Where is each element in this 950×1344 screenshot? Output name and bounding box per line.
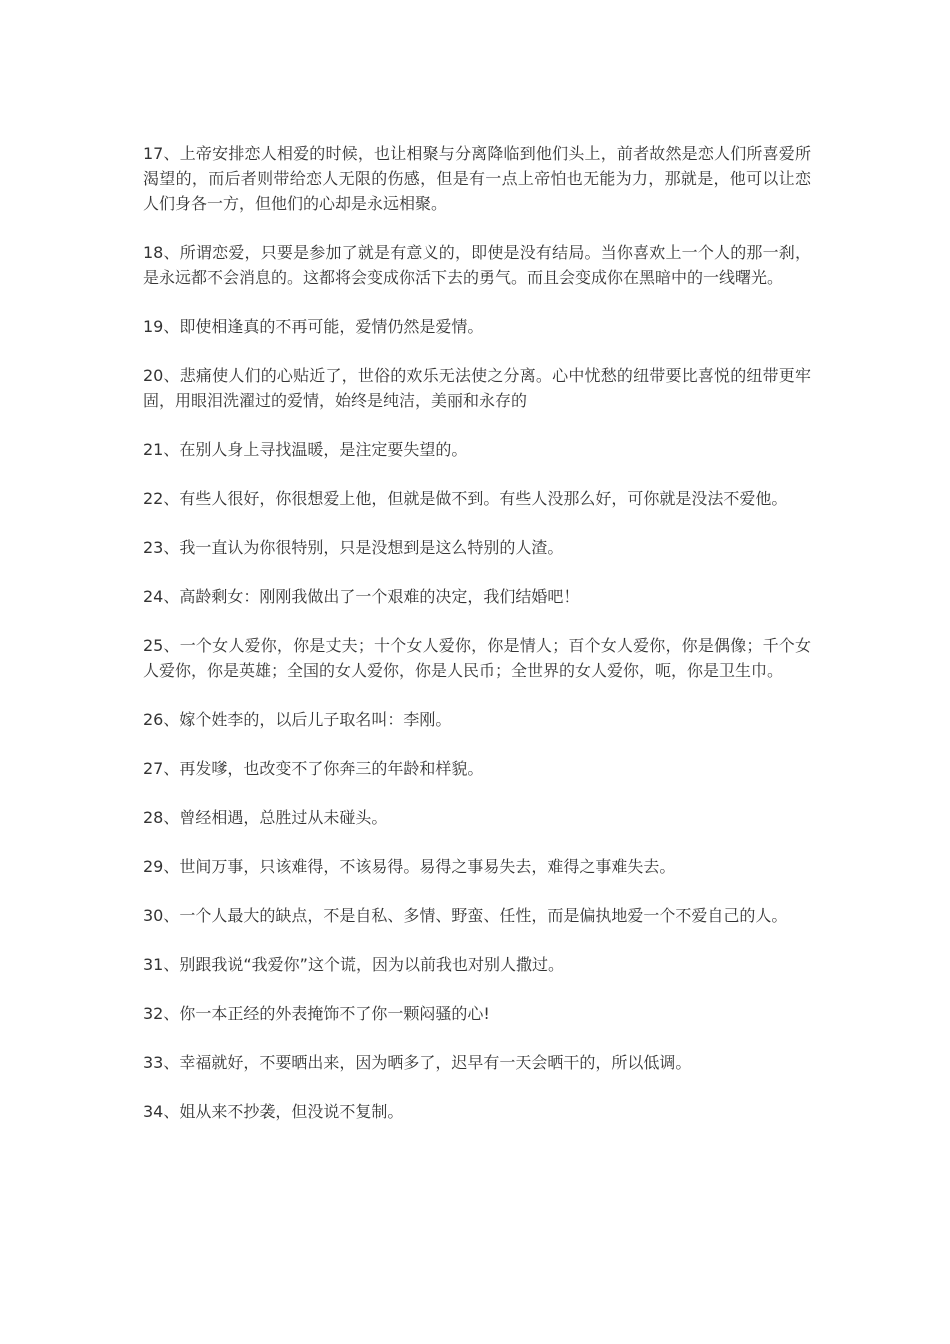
paragraph-20: 20、悲痛使人们的心贴近了，世俗的欢乐无法使之分离。心中忧愁的纽带要比喜悦的纽带更牢固，用眼泪洗濯过的爱情，始终是纯洁，美丽和永存的: [143, 366, 811, 410]
paragraph-28: 28、曾经相遇，总胜过从未碰头。: [143, 808, 388, 827]
paragraph-24: 24、高龄剩女：刚刚我做出了一个艰难的决定，我们结婚吧！: [143, 587, 580, 606]
paragraph-19: 19、即使相逢真的不再可能，爱情仍然是爱情。: [143, 317, 484, 336]
paragraph-32: 32、你一本正经的外表掩饰不了你一颗闷骚的心!: [143, 1004, 490, 1023]
paragraph-26: 26、嫁个姓李的，以后儿子取名叫：李刚。: [143, 710, 452, 729]
paragraph-31: 31、别跟我说“我爱你”这个谎，因为以前我也对别人撒过。: [143, 955, 564, 974]
document-body: [143, 141, 811, 1148]
paragraph-23: 23、我一直认为你很特别，只是没想到是这么特别的人渣。: [143, 538, 564, 557]
paragraph-21: 21、在别人身上寻找温暖，是注定要失望的。: [143, 440, 468, 459]
paragraph-18: 18、所谓恋爱，只要是参加了就是有意义的，即使是没有结局。当你喜欢上一个人的那一刹，是永远都不会消息的。这都将会变成你活下去的勇气。而且会变成你在黑暗中的一线曙光。: [143, 243, 811, 287]
paragraph-30: 30、一个人最大的缺点，不是自私、多情、野蛮、任性，而是偏执地爱一个不爱自己的人。: [143, 906, 788, 925]
paragraph-33: 33、幸福就好，不要晒出来，因为晒多了，迟早有一天会晒干的，所以低调。: [143, 1053, 692, 1072]
paragraph-22: 22、有些人很好，你很想爱上他，但就是做不到。有些人没那么好，可你就是没法不爱他。: [143, 489, 788, 508]
paragraph-34: 34、姐从来不抄袭，但没说不复制。: [143, 1102, 404, 1121]
paragraph-27: 27、再发嗲，也改变不了你奔三的年龄和样貌。: [143, 759, 484, 778]
paragraph-29: 29、世间万事，只该难得，不该易得。易得之事易失去，难得之事难失去。: [143, 857, 676, 876]
paragraph-17: 17、上帝安排恋人相爱的时候，也让相聚与分离降临到他们头上，前者故然是恋人们所喜爱所渴望的，而后者则带给恋人无限的伤感，但是有一点上帝怕也无能为力，那就是，他可以让恋人们身各一方，但他们的心却是永远相聚。: [143, 144, 811, 213]
paragraph-25: 25、一个女人爱你，你是丈夫；十个女人爱你，你是情人；百个女人爱你，你是偶像；千个女人爱你，你是英雄；全国的女人爱你，你是人民币；全世界的女人爱你，呃，你是卫生巾。: [143, 636, 811, 680]
